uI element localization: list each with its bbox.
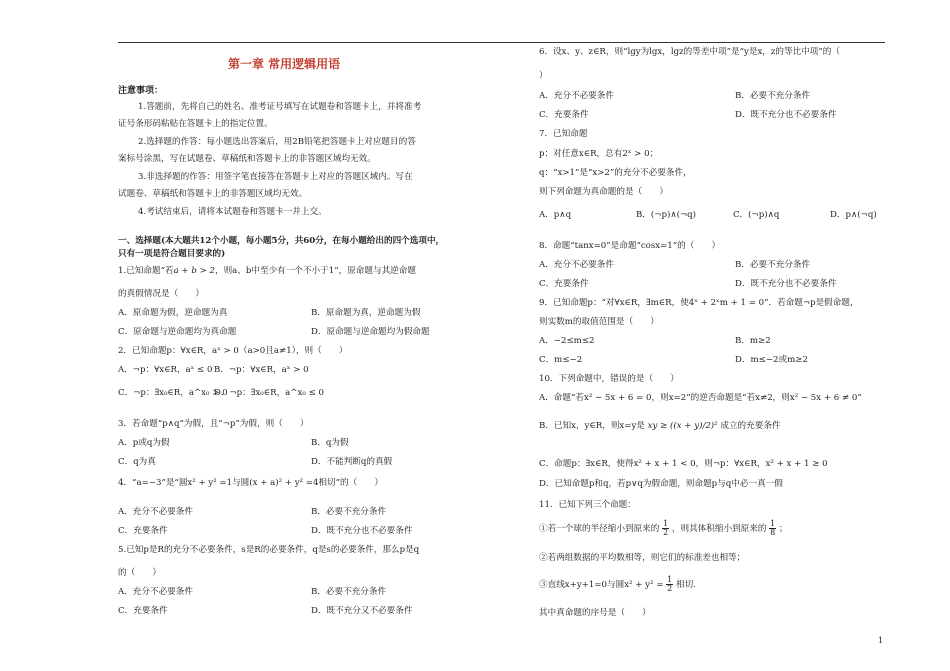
q10-option-c: C．命题p：∃x∈R，使得x² + x + 1 < 0，则¬p：∀x∈R，x² + x + 1 ≥ 0 [539,459,828,469]
q1-stem-b: ，则a、b中至少有一个不小于1”，原命题与其逆命题 [214,266,416,276]
q8-option-a: A．充分不必要条件 [539,260,614,270]
q8-option-d: D．既不充分也不必要条件 [735,279,837,289]
q4-option-a: A．充分不必要条件 [118,507,193,517]
q5-stem-b: 的（ ） [118,568,161,578]
q11-s3-a: ③直线x+y+1=0与圆x² + y² = [539,580,664,590]
q3-option-a: A．p或q为假 [118,438,170,448]
q8-option-c: C．充要条件 [539,279,589,289]
q6-stem-a: 6．设x、y、z∈R，则“lgy为lgx，lgz的等差中项”是“y是x，z的等比中项”的（ [539,47,840,57]
q11-statement-3 [539,576,696,593]
q4-option-c: C．充要条件 [118,526,168,536]
q11-s1-frac1-den: 2 [663,528,669,537]
q10-option-b [539,421,781,432]
q7-option-c: C．(¬p)∧q [733,210,780,220]
q7-stem: 7．已知命题 [539,129,588,139]
chapter-title: 第一章 常用逻辑用语 [228,57,341,71]
q3-stem: 3．若命题“p∧q”为假，且“¬p”为假，则（ ） [118,419,309,429]
q11-s3-b: 相切. [675,580,696,590]
q5-option-c: C．充要条件 [118,606,168,616]
q9-option-d: D．m≤−2或m≥2 [735,355,808,365]
q4-stem: 4．“a=−3”是“圆x² + y² =1与圆(x + a)² + y² =4相切”的（ ） [118,478,383,488]
q6-option-d: D．既不充分也不必要条件 [735,110,837,120]
notice-heading: 注意事项： [118,86,164,96]
q1-stem-a: 1.已知命题“若 [118,266,174,276]
q11-s3-frac-den: 2 [667,584,673,593]
q1-stem-math: a + b > 2 [173,266,215,276]
q11-s3-frac [666,576,673,593]
q10-option-b-c: 成立的充要条件 [720,421,781,431]
notice-3b: 试题卷、草稿纸和答题卡上的非答题区域均无效。 [118,189,308,199]
q11-stem: 11．已知下列三个命题： [539,500,636,510]
q5-option-b: B．必要不充分条件 [311,587,387,597]
q7-option-d: D．p∧(¬q) [830,210,877,220]
q6-option-c: C．充要条件 [539,110,589,120]
q1-option-c: C．原命题与逆命题均为真命题 [118,327,237,337]
q7-q: q：“x>1”是“x>2”的充分不必要条件， [539,168,692,178]
q9-option-b: B．m≥2 [735,336,771,346]
q6-option-a: A．充分不必要条件 [539,91,614,101]
q8-option-b: B．必要不充分条件 [735,260,811,270]
q9-stem-b: 则实数m的取值范围是（ ） [539,317,659,327]
q7-ask: 则下列命题为真命题的是（ ） [539,187,668,197]
q9-option-a: A．−2≤m≤2 [539,336,595,346]
q4-option-b: B．必要不充分条件 [311,507,387,517]
q5-option-a: A．充分不必要条件 [118,587,193,597]
notice-2a: 2.选择题的作答：每小题选出答案后，用2B铅笔把答题卡上对应题目的答 [138,137,416,147]
q2-option-a: A．¬p：∀x∈R，aˣ ≤ 0 [118,365,213,375]
q11-s1-frac1-num: 1 [663,519,669,528]
q7-option-b: B．(¬p)∧(¬q) [636,210,697,220]
q3-option-d: D．不能判断q的真假 [311,457,393,467]
q11-ask: 其中真命题的序号是（ ） [539,608,651,618]
q9-stem-a: 9．已知命题p：“对∀x∈R，∃m∈R，使4ˣ + 2ˣm + 1 = 0”．若命题¬p是假命题， [539,298,859,308]
q11-statement-1 [539,520,788,537]
header-rule [118,42,885,43]
q1-option-b: B．原命题为真，逆命题为假 [311,308,421,318]
q1-option-d: D．原命题与逆命题均为假命题 [311,327,430,337]
notice-4: 4.考试结束后，请将本试题卷和答题卡一并上交。 [138,207,327,217]
q2-option-c: C．¬p：∃x₀∈R，a^x₀ > 0 [118,388,228,398]
q11-s1-frac1 [662,520,669,537]
notice-1b: 证号条形码粘贴在答题卡上的指定位置。 [118,119,273,129]
q2-option-d: D．¬p：∃x₀∈R，a^x₀ ≤ 0 [214,388,324,398]
q11-s1-frac2-num: 1 [770,519,776,528]
q6-option-b: B．必要不充分条件 [735,91,811,101]
q1-stem-c: 的真假情况是（ ） [118,289,204,299]
q10-option-b-math: xy ≥ ((x + y)/2)² [647,421,718,431]
q1-option-a: A．原命题为假，逆命题为真 [118,308,228,318]
q9-option-c: C．m≤−2 [539,355,583,365]
q4-option-d: D．既不充分也不必要条件 [311,526,413,536]
q2-stem: 2．已知命题p：∀x∈R，aˣ > 0（a>0且a≠1），则（ ） [118,346,348,356]
q11-s1-frac2-den: 8 [770,528,776,537]
q11-s1-a: ①若一个球的半径缩小到原来的 [539,524,660,534]
section-heading-2: 只有一项是符合题目要求的) [118,249,226,259]
q8-stem: 8．命题“tanx=0”是命题“cosx=1”的（ ） [539,241,721,251]
q10-option-a: A．命题“若x² − 5x + 6 = 0，则x=2”的逆否命题是“若x≠2，则x² − 5x + 6 ≠ 0” [539,393,862,403]
q2-option-b: B．¬p：∀x∈R，aˣ > 0 [214,365,309,375]
notice-1a: 1.答题前，先将自己的姓名、准考证号填写在试题卷和答题卡上，并将准考 [138,102,422,112]
q5-stem-a: 5.已知p是R的充分不必要条件，s是R的必要条件，q是s的必要条件，那么p是q [118,545,420,555]
q10-option-d: D．已知命题p和q，若p∨q为假命题，则命题p与q中必一真一假 [539,479,783,489]
q3-option-b: B．q为假 [311,438,349,448]
q11-s1-b: ，则其体积缩小到原来的 [671,524,767,534]
q10-stem: 10．下列命题中，错误的是（ ） [539,374,679,384]
q11-s3-frac-num: 1 [667,575,673,584]
q10-option-b-a: B．已知x，y∈R，则x=y是 [539,421,645,431]
q11-statement-2: ②若两组数据的平均数相等，则它们的标准差也相等； [539,553,746,563]
page-number: 1 [878,636,884,645]
q11-s1-c: ； [779,524,788,534]
q6-stem-b: ） [539,71,548,81]
q7-p: p：对任意x∈R，总有2ˣ > 0； [539,149,659,159]
q3-option-c: C．q为真 [118,457,156,467]
q1-stem [118,266,416,277]
section-heading-1: 一、选择题(本大题共12个小题，每小题5分，共60分，在每小题给出的四个选项中， [118,236,445,246]
notice-3a: 3.非选择题的作答：用签字笔直接答在答题卡上对应的答题区域内。写在 [138,172,413,182]
q7-option-a: A．p∧q [539,210,572,220]
notice-2b: 案标号涂黑，写在试题卷、草稿纸和答题卡上的非答题区域均无效。 [118,154,376,164]
q11-s1-frac2 [769,520,776,537]
q5-option-d: D．既不充分又不必要条件 [311,606,413,616]
